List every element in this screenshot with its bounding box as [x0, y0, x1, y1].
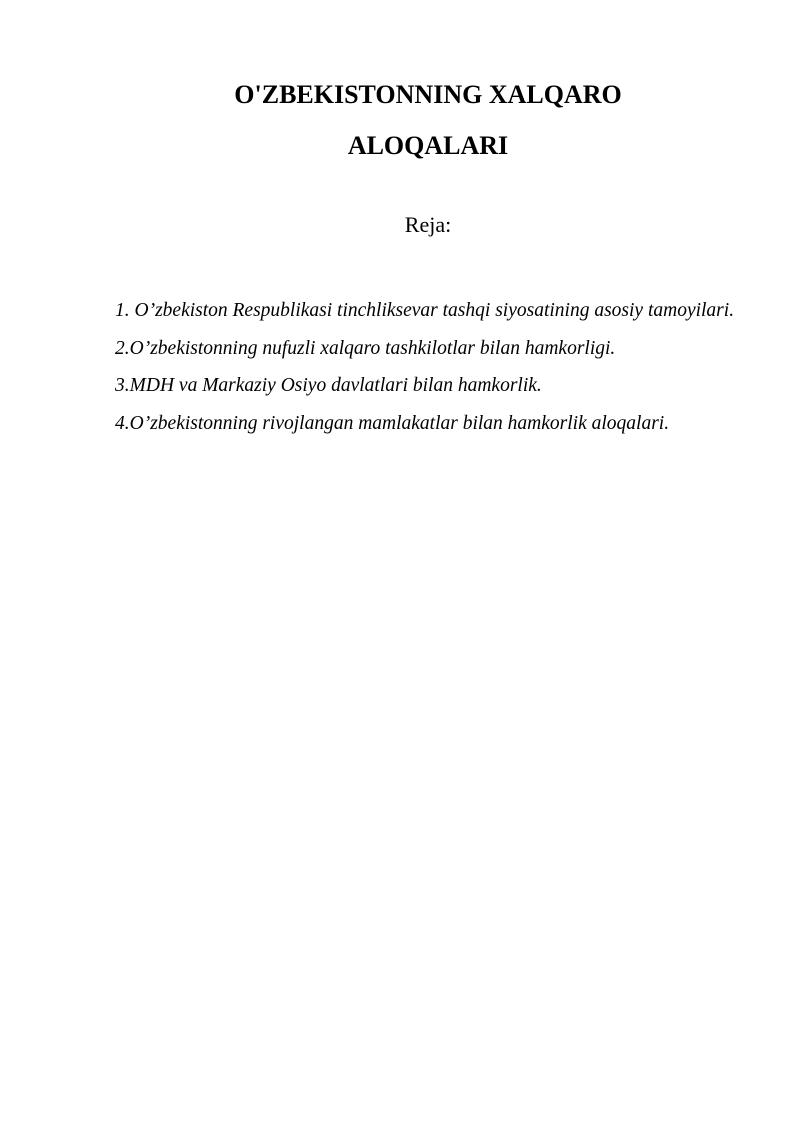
- plan-heading: Reja:: [404, 212, 452, 237]
- plan-item-2: 2.O’zbekistonning nufuzli xalqaro tashkilotlar bilan hamkorligi.: [115, 337, 616, 359]
- plan-item-3: 3.MDH va Markaziy Osiyo davlatlari bilan hamkorlik.: [115, 375, 542, 396]
- plan-item-1: 1. O’zbekiston Respublikasi tinchliksevar tashqi siyosatining asosiy tamoyilari.: [115, 300, 735, 321]
- plan-item-4: 4.O’zbekistonning rivojlangan mamlakatlar bilan hamkorlik aloqalari.: [115, 412, 670, 434]
- document-title-line-2: ALOQALARI: [347, 131, 509, 160]
- document-title-line-1: O'ZBEKISTONNING XALQARO: [234, 80, 622, 109]
- plan-list: [115, 292, 755, 442]
